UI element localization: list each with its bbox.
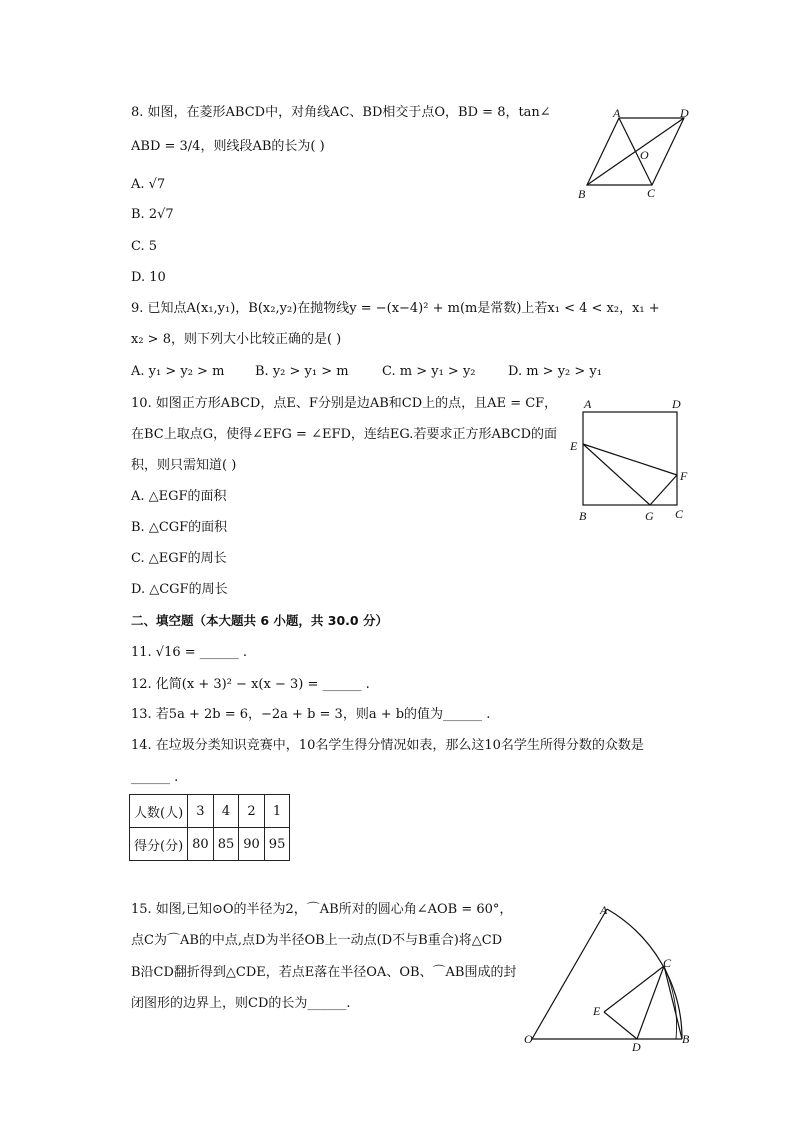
table-cell: 90 bbox=[239, 828, 265, 861]
q8-line-2: ABD = 3/4，则线段AB的长为( ) bbox=[131, 139, 325, 154]
label-o: O bbox=[640, 148, 649, 162]
table-cell: 95 bbox=[264, 828, 290, 861]
square-figure bbox=[583, 412, 677, 505]
q9-option-b: B. y₂ > y₁ > m bbox=[255, 364, 349, 379]
label-f: F bbox=[680, 469, 688, 483]
q8-option-a: A. √7 bbox=[131, 177, 166, 192]
q10-option-c: C. △EGF的周长 bbox=[131, 551, 227, 566]
q10-option-b: B. △CGF的面积 bbox=[131, 520, 228, 535]
table-cell: 2 bbox=[239, 795, 265, 828]
table-cell: 85 bbox=[213, 828, 239, 861]
q9-option-c: C. m > y₁ > y₂ bbox=[382, 364, 476, 379]
q8-option-c: C. 5 bbox=[131, 239, 158, 254]
table-cell: 人数(人) bbox=[130, 795, 188, 828]
q9-line-1: 9. 已知点A(x₁,y₁)，B(x₂,y₂)在抛物线y = −(x−4)² + m(m是常数)上若x₁ < 4 < x₂，x₁ + bbox=[131, 301, 660, 316]
q10-option-a: A. △EGF的面积 bbox=[131, 489, 227, 504]
label-o: O bbox=[524, 1032, 533, 1046]
table-cell: 得分(分) bbox=[130, 828, 188, 861]
label-c: C bbox=[663, 956, 672, 970]
q9-option-a: A. y₁ > y₂ > m bbox=[131, 364, 225, 379]
label-d: D bbox=[672, 397, 681, 411]
q10-option-d: D. △CGF的周长 bbox=[131, 582, 228, 597]
label-a: A bbox=[613, 106, 621, 120]
q12: 12. 化简(x + 3)² − x(x − 3) = ______ . bbox=[131, 677, 370, 692]
label-e: E bbox=[570, 439, 578, 453]
q10-line-1: 10. 如图正方形ABCD，点E、F分别是边AB和CD上的点，且AE = CF， bbox=[131, 396, 558, 411]
label-a: A bbox=[600, 903, 608, 917]
section-heading: 二、填空题（本大题共 6 小题，共 30.0 分） bbox=[131, 613, 388, 628]
q9-line-2: x₂ > 8，则下列大小比较正确的是( ) bbox=[131, 332, 342, 347]
label-d: D bbox=[680, 106, 689, 120]
q9-option-d: D. m > y₂ > y₁ bbox=[508, 364, 602, 379]
q8-option-b: B. 2√7 bbox=[131, 207, 174, 222]
rhombus-figure bbox=[587, 118, 684, 185]
label-e: E bbox=[593, 1004, 601, 1018]
label-g: G bbox=[645, 509, 654, 523]
table-cell: 4 bbox=[213, 795, 239, 828]
q15-line-4: 闭图形的边界上，则CD的长为______. bbox=[131, 996, 351, 1011]
q10-line-2: 在BC上取点G，使得∠EFG = ∠EFD，连结EG.若要求正方形ABCD的面 bbox=[131, 427, 557, 442]
q15-line-2: 点C为⌒AB的中点,点D为半径OB上一动点(D不与B重合)将△CD bbox=[131, 933, 503, 948]
q13: 13. 若5a + 2b = 6，−2a + b = 3，则a + b的值为______ . bbox=[131, 707, 491, 722]
q11: 11. √16 = ______ . bbox=[131, 645, 248, 660]
label-b: B bbox=[682, 1032, 690, 1046]
q10-line-3: 积，则只需知道( ) bbox=[131, 458, 237, 473]
label-d: D bbox=[632, 1040, 641, 1054]
label-b: B bbox=[579, 509, 587, 523]
table-cell: 3 bbox=[188, 795, 214, 828]
table-cell: 80 bbox=[188, 828, 214, 861]
label-c: C bbox=[675, 507, 684, 521]
table-cell: 1 bbox=[264, 795, 290, 828]
label-c: C bbox=[647, 186, 656, 200]
q8-line-1: 8. 如图，在菱形ABCD中，对角线AC、BD相交于点O，BD = 8，tan∠ bbox=[131, 105, 551, 120]
sector-figure bbox=[532, 909, 682, 1039]
label-a: A bbox=[584, 397, 592, 411]
q15-line-1: 15. 如图,已知⊙O的半径为2，⌒AB所对的圆心角∠AOB = 60°， bbox=[131, 902, 513, 917]
label-b: B bbox=[578, 187, 586, 201]
q14-line-1: 14. 在垃圾分类知识竞赛中，10名学生得分情况如表，那么这10名学生所得分数的众数是 bbox=[131, 738, 644, 753]
q15-line-3: B沿CD翻折得到△CDE，若点E落在半径OA、OB、⌒AB围成的封 bbox=[131, 965, 517, 980]
q8-option-d: D. 10 bbox=[131, 270, 166, 285]
q14-line-2: ______ . bbox=[131, 770, 179, 785]
